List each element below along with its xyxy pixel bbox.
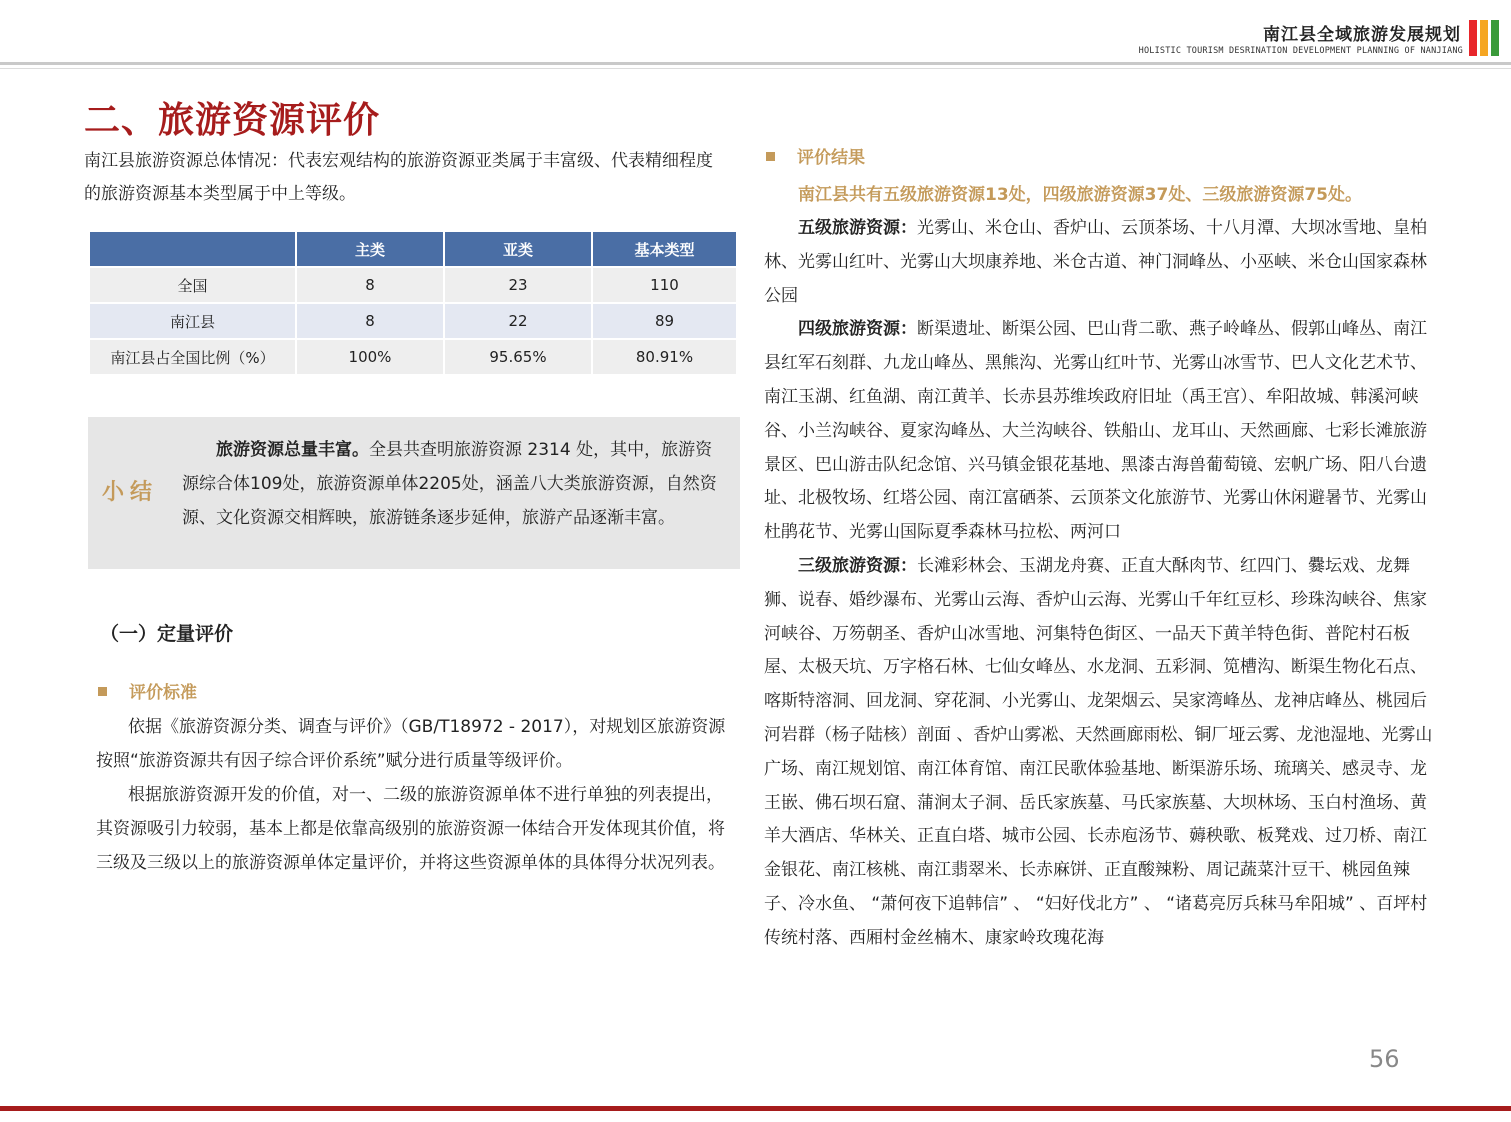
table-cell: 100% xyxy=(297,340,443,374)
level5-list: 光雾山、米仓山、香炉山、云顶茶场、十八月潭、大坝冰雪地、皇柏林、光雾山红叶、光雾山大坝康养地、米仓古道、神门洞峰丛、小巫峡、米仓山国家森林公园 xyxy=(764,218,1427,306)
subsection-heading: 评价结果 xyxy=(797,148,865,168)
header-divider xyxy=(0,62,1511,65)
summary-label: 小结 xyxy=(102,480,159,505)
table-row xyxy=(90,268,736,302)
table-header-row xyxy=(90,232,736,266)
level3-paragraph xyxy=(764,550,1438,956)
paragraph: 根据旅游资源开发的价值，对一、二级的旅游资源单体不进行单独的列表提出，其资源吸引力较弱，基本上都是依靠高级别的旅游资源一体结合开发体现其价值，将三级及三级以上的旅游资源单体定量评价，并将这些资源单体的具体得分状况列表。 xyxy=(96,785,725,873)
subsection-heading: 评价标准 xyxy=(129,683,197,703)
summary-body: 全县共查明旅游资源 2314 处，其中，旅游资源综合体109处，旅游资源单体2205处，涵盖八大类旅游资源，自然资源、文化资源交相辉映，旅游链条逐步延伸，旅游产品逐渐丰富。 xyxy=(182,440,717,528)
table-cell: 南江县 xyxy=(90,304,295,338)
paragraph: 依据《旅游资源分类、调查与评价》（GB/T18972 - 2017），对规划区旅游资源按照“旅游资源共有因子综合评价系统”赋分进行质量等级评价。 xyxy=(96,717,726,771)
level3-label: 三级旅游资源： xyxy=(798,555,917,576)
result-summary: 南江县共有五级旅游资源13处，四级旅游资源37处、三级旅游资源75处。 xyxy=(798,185,1362,205)
document-header-title: 南江县全域旅游发展规划 xyxy=(1263,25,1461,45)
resource-stats-table xyxy=(88,230,738,376)
subsection-evaluation-standard xyxy=(98,678,197,703)
intro-paragraph: 南江县旅游资源总体情况：代表宏观结构的旅游资源亚类属于丰富级、代表精细程度的旅游资源基本类型属于中上等级。 xyxy=(84,151,713,204)
table-cell: 22 xyxy=(445,304,591,338)
summary-text xyxy=(182,433,722,535)
standard-body xyxy=(96,710,732,880)
footer-divider xyxy=(0,1106,1511,1111)
table-cell: 89 xyxy=(593,304,736,338)
subsection-evaluation-result xyxy=(766,143,865,168)
table-cell: 23 xyxy=(445,268,591,302)
level3-list: 长滩彩林会、玉湖龙舟赛、正直大酥肉节、红四门、爨坛戏、龙舞狮、说春、婚纱瀑布、光雾山云海、香炉山云海、光雾山千年红豆杉、珍珠沟峡谷、焦家河峡谷、万笏朝圣、香炉山冰雪地、河集特色街区、一品天下黄羊特色街、普陀村石板屋、太极天坑、万字格石林、七仙女峰丛、水龙洞、五彩洞、笕槽沟、断渠生物化石点、喀斯特溶洞、回龙洞、穿花洞、小光雾山、龙架烟云、吴家湾峰丛、龙神店峰丛、桃园后河岩群（杨子陆核）剖面 、香炉山雾凇、天然画廊雨松、铜厂垭云雾、龙池湿地、光雾山广场、南江规划馆、南江体育馆、南江民歌体验基地、断渠游乐场、琉璃关、感灵寺、龙王嵌、佛石坝石窟、蒲涧太子洞、岳氏家族墓、马氏家族墓、大坝林场、玉白村渔场、黄羊大酒店、华林关、正直白塔、城市公园、长赤庖汤节、薅秧歌、板凳戏、过刀桥、南江金银花、南江核桃、南江翡翠米、长赤麻饼、正直酸辣粉、周记蔬菜汁豆干、桃园鱼辣子、冷水鱼、 “萧何夜下追韩信” 、 “妇好伐北方” 、 “诸葛亮厉兵秣马牟阳城” 、百坪村传统村落、西厢村金丝楠木、康家岭玫瑰花海 xyxy=(764,555,1433,948)
square-bullet-icon xyxy=(766,152,775,161)
table-cell: 8 xyxy=(297,304,443,338)
section-title-quantitative: （一）定量评价 xyxy=(100,623,234,645)
table-cell: 80.91% xyxy=(593,340,736,374)
level4-paragraph xyxy=(764,313,1438,550)
header-bar-orange xyxy=(1480,20,1488,56)
document-header-subtitle: HOLISTIC TOURISM DESRINATION DEVELOPMENT PLANNING OF NANJIANG xyxy=(1138,46,1463,56)
table-header-cell xyxy=(90,232,295,266)
summary-bold: 旅游资源总量丰富。 xyxy=(216,440,369,460)
table-header-cell: 亚类 xyxy=(445,232,591,266)
page-title: 二、旅游资源评价 xyxy=(84,100,381,141)
table-cell: 95.65% xyxy=(445,340,591,374)
table-cell: 南江县占全国比例（%） xyxy=(90,340,295,374)
level5-label: 五级旅游资源： xyxy=(798,218,917,238)
table-row xyxy=(90,304,736,338)
table-cell: 8 xyxy=(297,268,443,302)
header-bar-red xyxy=(1469,20,1477,56)
resource-lists xyxy=(764,212,1438,956)
header-divider-thin xyxy=(0,68,1511,69)
table-header-cell: 主类 xyxy=(297,232,443,266)
level5-paragraph xyxy=(764,212,1438,313)
level4-label: 四级旅游资源： xyxy=(798,319,917,340)
table-row xyxy=(90,340,736,374)
table-cell: 110 xyxy=(593,268,736,302)
square-bullet-icon xyxy=(98,687,107,696)
page-number: 56 xyxy=(1369,1045,1400,1073)
header-color-bars xyxy=(1469,20,1499,56)
table-header-cell: 基本类型 xyxy=(593,232,736,266)
summary-box xyxy=(88,417,740,569)
table-cell: 全国 xyxy=(90,268,295,302)
level4-list: 断渠遗址、断渠公园、巴山背二歌、燕子岭峰丛、假郭山峰丛、南江县红军石刻群、九龙山峰丛、黑熊沟、光雾山红叶节、光雾山冰雪节、巴人文化艺术节、南江玉湖、红鱼湖、南江黄羊、长赤县苏维埃政府旧址（禹王宫）、牟阳故城、韩溪河峡谷、小兰沟峡谷、夏家沟峰丛、大兰沟峡谷、铁船山、龙耳山、天然画廊、七彩长滩旅游景区、巴山游击队纪念馆、兴马镇金银花基地、黑漆古海兽葡萄镜、宏帆广场、阳八台遗址、北极牧场、红塔公园、南江富硒茶、云顶茶文化旅游节、光雾山休闲避暑节、光雾山杜鹃花节、光雾山国际夏季森林马拉松、两河口 xyxy=(764,319,1427,543)
header-bar-green xyxy=(1491,20,1499,56)
